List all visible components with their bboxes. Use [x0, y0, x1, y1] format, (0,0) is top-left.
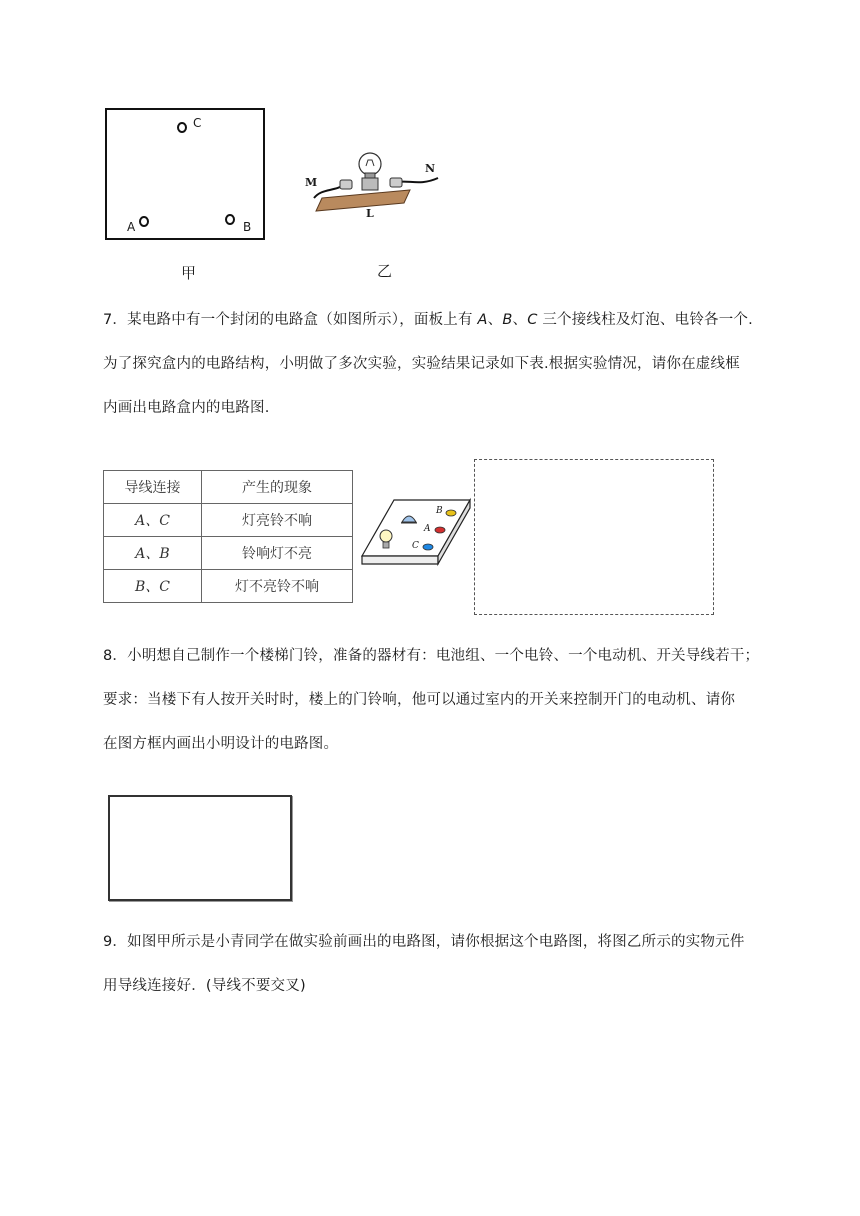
question-8-text: 8．小明想自己制作一个楼梯门铃，准备的器材有：电池组、一个电铃、一个电动机、开关导线若干； 要求：当楼下有人按开关时时，楼上的门铃响，他可以通过室内的开关来控制开门的电动机、请你 在图方框内画出小明设计的电路图。	[103, 648, 760, 752]
figure-jia-box	[105, 108, 265, 240]
table-cell: A、B	[104, 537, 202, 570]
terminal-a-ring	[139, 216, 149, 227]
panel-label-b: B	[436, 506, 443, 516]
terminal-c-knob	[423, 544, 433, 550]
table-cell: 灯亮铃不响	[202, 504, 353, 537]
table-header-cell: 产生的现象	[202, 471, 353, 504]
terminal-a-knob	[435, 527, 445, 533]
question-9-number: 9．	[103, 934, 128, 950]
question-7-number: 7．	[103, 312, 128, 328]
binding-post-right	[390, 178, 402, 187]
terminal-b-knob	[446, 510, 456, 516]
binding-post-left	[340, 180, 352, 189]
table-header-cell: 导线连接	[104, 471, 202, 504]
experiment-results-table	[103, 470, 353, 603]
question-7-text: 7．某电路中有一个封闭的电路盒（如图所示），面板上有 A、B、C 三个接线柱及灯泡、电铃各一个. 为了探究盒内的电路结构，小明做了多次实验，实验结果记录如下表.根据实验情况，请你在虚线框 内画出电路盒内的电路图.	[103, 312, 753, 416]
table-cell: 灯不亮铃不响	[202, 570, 353, 603]
wire-n-label: N	[425, 162, 436, 175]
light-bulb-icon	[359, 153, 381, 175]
lamp-l-label: L	[366, 207, 374, 220]
table-row	[104, 504, 353, 537]
terminal-a-label: A	[127, 220, 136, 234]
answer-drawing-frame[interactable]	[108, 795, 292, 901]
panel-label-c: C	[412, 541, 419, 551]
lamp-socket	[362, 178, 378, 190]
question-8-number: 8．	[103, 648, 128, 664]
panel-front	[362, 556, 438, 564]
table-cell: 铃响灯不亮	[202, 537, 353, 570]
table-cell: B、C	[104, 570, 202, 603]
terminal-b-label: B	[243, 220, 252, 234]
figure-yi-lamp-board	[300, 140, 450, 230]
wire-n	[398, 178, 438, 182]
circuit-box-panel	[354, 496, 474, 576]
figure-yi-caption: 乙	[377, 262, 393, 280]
terminal-c-ring	[177, 122, 187, 133]
table-cell: A、C	[104, 504, 202, 537]
answer-dashed-frame[interactable]	[474, 459, 714, 615]
terminal-c-label: C	[193, 116, 202, 130]
table-row	[104, 537, 353, 570]
wooden-board	[316, 190, 410, 211]
question-9-text: 9．如图甲所示是小青同学在做实验前画出的电路图，请你根据这个电路图，将图乙所示的实物元件 用导线连接好．(导线不要交叉)	[103, 934, 745, 994]
table-row	[104, 570, 353, 603]
wire-m-label: M	[305, 176, 318, 189]
panel-label-a: A	[424, 524, 431, 534]
terminal-b-ring	[225, 214, 235, 225]
table-header-row	[104, 471, 353, 504]
figure-jia-caption: 甲	[181, 264, 197, 282]
